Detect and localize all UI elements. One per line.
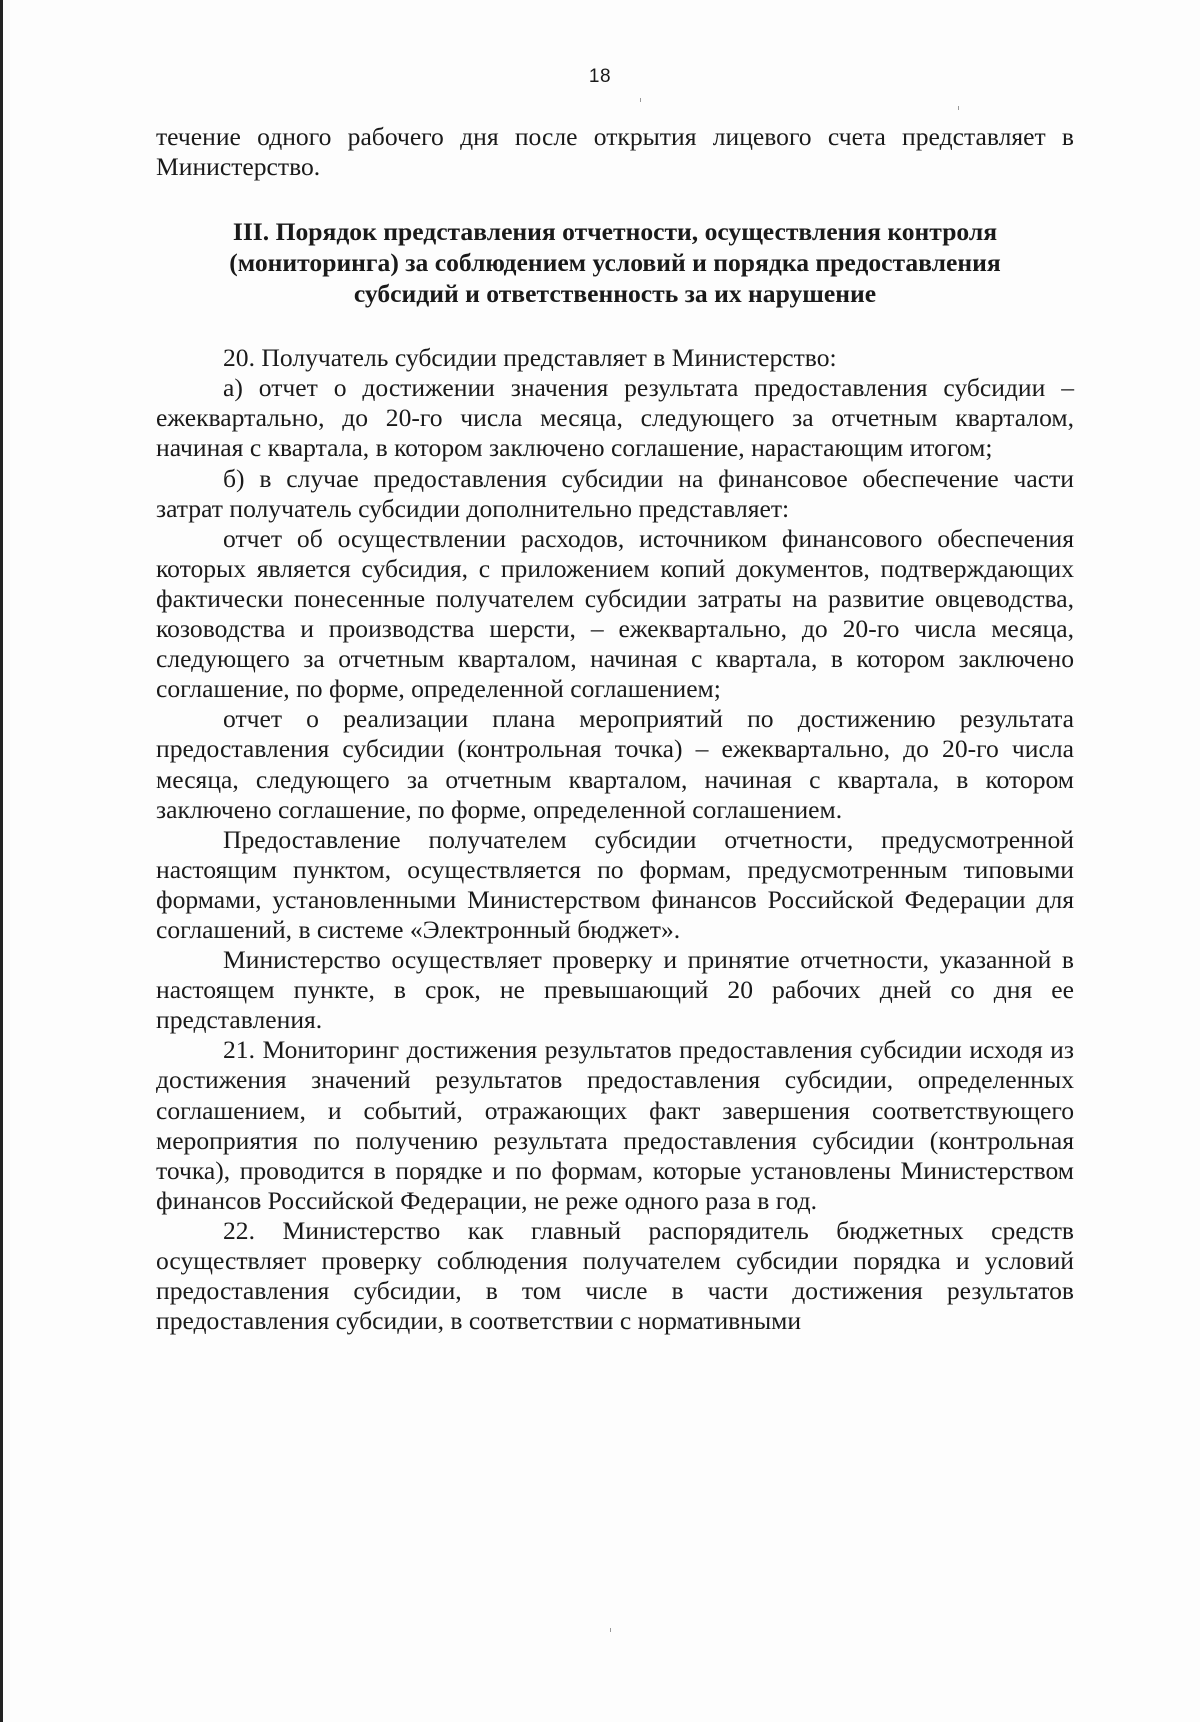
scan-speck — [640, 98, 641, 102]
document-body — [156, 122, 1074, 1336]
paragraph-21: 21. Мониторинг достижения результатов предоставления субсидии исходя из достижения значений результатов предоставления субсидии, определенных соглашением, и событий, отражающих факт завершения соответствующего мероприятия по получению результата предоставления субсидии (контрольная точка), проводится в порядке и по формам, которые установлены Министерством финансов Российской Федерации, не реже одного раза в год. — [156, 1035, 1074, 1215]
scan-edge-left — [0, 0, 3, 1722]
section-heading: III. Порядок представления отчетности, осуществления контроля (мониторинга) за соблюдением условий и порядка предоставления субсидий и ответственность за их нарушение — [229, 217, 1001, 309]
paragraph-22: 22. Министерство как главный распорядитель бюджетных средств осуществляет проверку соблюдения получателем субсидии порядка и условий предоставления субсидии, в том числе в части достижения результатов предоставления субсидии, в соответствии с нормативными — [156, 1215, 1074, 1336]
continuation-text: течение одного рабочего дня после открытия лицевого счета представляет в Министерство. — [156, 122, 1074, 182]
scan-speck — [958, 106, 959, 110]
paragraph-plan-report: отчет о реализации плана мероприятий по достижению результата предоставления субсидии (контрольная точка) – ежеквартально, до 20-го числа месяца, следующего за отчетным кварталом, начиная с квартала, в котором заключено соглашение, по форме, определенной соглашением. — [156, 704, 1074, 824]
paragraph-20: 20. Получатель субсидии представляет в Министерство: — [223, 343, 837, 373]
paragraph-reporting-forms: Предоставление получателем субсидии отчетности, предусмотренной настоящим пунктом, осуществляется по формам, предусмотренным типовыми формами, установленными Министерством финансов Российской Федерации для соглашений, в системе «Электронный бюджет». — [156, 824, 1074, 944]
paragraph-20-b: б) в случае предоставления субсидии на финансовое обеспечение части затрат получатель субсидии дополнительно представляет: — [156, 463, 1074, 523]
page-number: 18 — [588, 66, 612, 87]
paragraph-20-a: а) отчет о достижении значения результата предоставления субсидии – ежеквартально, до 20-го числа месяца, следующего за отчетным кварталом, начиная с квартала, в котором заключено соглашение, нарастающим итогом; — [156, 373, 1074, 463]
scan-speck — [610, 1628, 611, 1632]
paragraph-ministry-check: Министерство осуществляет проверку и принятие отчетности, указанной в настоящем пункте, в срок, не превышающий 20 рабочих дней со дня ее представления. — [156, 945, 1074, 1035]
paragraph-expense-report: отчет об осуществлении расходов, источником финансового обеспечения которых является субсидия, с приложением копий документов, подтверждающих фактически понесенные получателем субсидии затраты на развитие овцеводства, козоводства и производства шерсти, – ежеквартально, до 20-го числа месяца, следующего за отчетным кварталом, начиная с квартала, в котором заключено соглашение, по форме, определенной соглашением; — [156, 523, 1074, 704]
